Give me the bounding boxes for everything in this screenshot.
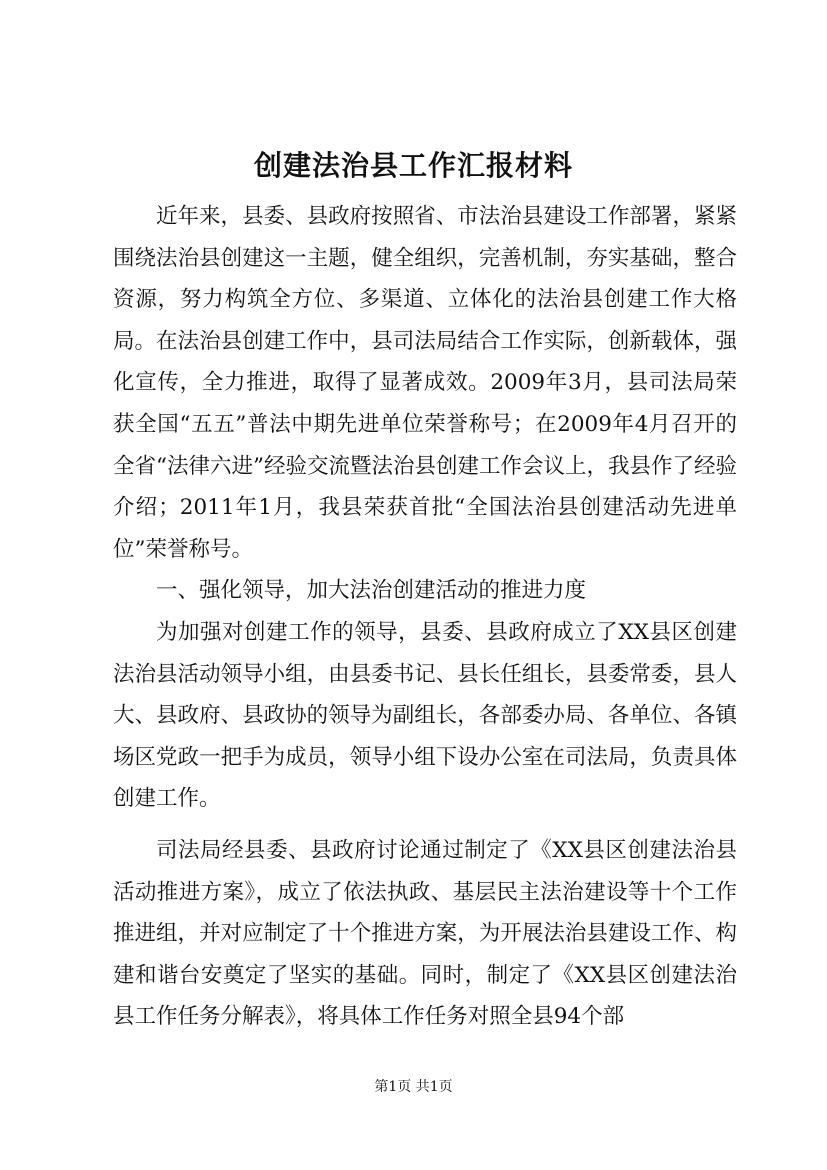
section-heading-1: 一、强化领导，加大法治创建活动的推进力度 — [156, 578, 587, 604]
document-body — [113, 196, 737, 1038]
paragraph-intro: 近年来，县委、县政府按照省、市法治县建设工作部署，紧紧围绕法治县创建这一主题，健全组织，完善机制，夯实基础，整合资源，努力构筑全方位、多渠道、立体化的法治县创建工作大格局。在法治县创建工作中，县司法局结合工作实际，创新载体，强化宣传，全力推进，取得了显著成效。2009年3月，县司法局荣获全国“五五”普法中期先进单位荣誉称号；在2009年4月召开的全省“法律六进”经验交流暨法治县创建工作会议上，我县作了经验介绍；2011年1月，我县荣获首批“全国法治县创建活动先进单位”荣誉称号。 — [113, 204, 737, 562]
paragraph-leadership: 为加强对创建工作的领导，县委、县政府成立了XX县区创建法治县活动领导小组，由县委书记、县长任组长，县委常委，县人大、县政府、县政协的领导为副组长，各部委办局、各单位、各镇场区党政一把手为成员，领导小组下设办公室在司法局，负责具体创建工作。 — [113, 619, 737, 812]
paragraph-plan: 司法局经县委、县政府讨论通过制定了《XX县区创建法治县活动推进方案》，成立了依法执政、基层民主法治建设等十个工作推进组，并对应制定了十个推进方案，为开展法治县建设工作、构建和谐台安奠定了坚实的基础。同时，制定了《XX县区创建法治县工作任务分解表》，将具体工作任务对照全县94个部 — [113, 837, 737, 1030]
document-title: 创建法治县工作汇报材料 — [253, 149, 573, 182]
page-footer: 第1页 共1页 — [374, 1079, 453, 1095]
